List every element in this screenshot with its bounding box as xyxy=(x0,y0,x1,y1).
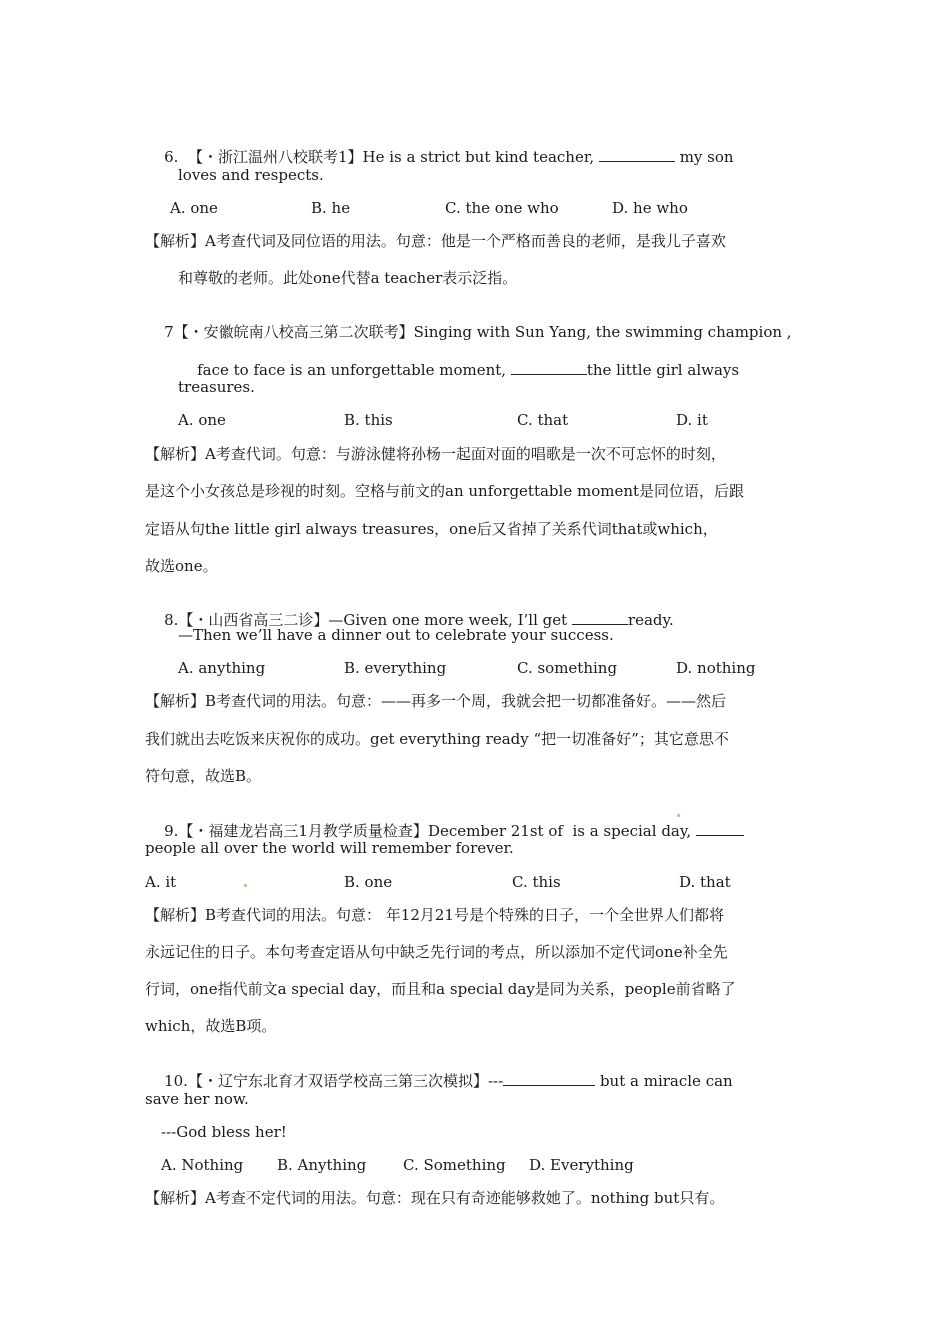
analysis-line: 是这个小女孩总是珍视的时刻。空格与前文的an unforgettable moment是同位语，后跟 xyxy=(145,482,745,500)
analysis-line: 符句意，故选B。 xyxy=(145,767,262,785)
analysis-line: which，故选B项。 xyxy=(145,1017,277,1035)
option-d: D. nothing xyxy=(676,659,756,677)
answer-blank xyxy=(599,147,675,162)
option-a: A. anything xyxy=(178,659,266,677)
question-source: 【・安徽皖南八校高三第二次联考】 xyxy=(173,323,414,341)
stray-mark xyxy=(244,884,247,887)
option-d: D. he who xyxy=(612,199,688,217)
question-7-stem-line2 xyxy=(178,340,739,400)
analysis-line: 【解析】B考查代词的用法。句意：——再多一个周，我就会把一切都准备好。——然后 xyxy=(145,692,727,710)
option-a: A. one xyxy=(178,411,226,429)
option-d: D. that xyxy=(679,873,731,891)
question-6-stem-line2: loves and respects. xyxy=(178,166,324,184)
analysis-line: 【解析】A考查代词及同位语的用法。句意：他是一个严格而善良的老师，是我儿子喜欢 xyxy=(145,232,726,250)
answer-blank xyxy=(503,1071,595,1086)
question-source: 【・浙江温州八校联考1】 xyxy=(187,148,363,166)
question-10-stem-line2: save her now. xyxy=(145,1090,249,1108)
question-9-stem-line2: people all over the world will remember forever. xyxy=(145,839,514,857)
analysis-line: 【解析】A考查不定代词的用法。句意：现在只有奇迹能够救她了。nothing but只有。 xyxy=(145,1189,725,1207)
answer-blank xyxy=(511,360,587,375)
option-c: C. the one who xyxy=(445,199,559,217)
option-c: C. that xyxy=(517,411,569,429)
option-c: C. Something xyxy=(403,1156,506,1174)
question-stem: ready. xyxy=(627,611,674,629)
analysis-line: 和尊敬的老师。此处one代替a teacher表示泛指。 xyxy=(178,269,518,287)
option-b: B. this xyxy=(344,411,393,429)
option-a: A. Nothing xyxy=(161,1156,244,1174)
option-a: A. one xyxy=(170,199,218,217)
option-c: C. something xyxy=(517,659,618,677)
question-8-stem-line2: —Then we’ll have a dinner out to celebrate your success. xyxy=(178,626,614,644)
question-number: 9. xyxy=(164,822,179,840)
answer-blank xyxy=(696,821,744,836)
question-source: 【・福建龙岩高三1月教学质量检查】 xyxy=(178,822,428,840)
question-number: 10. xyxy=(164,1072,188,1090)
question-stem: face to face is an unforgettable moment, xyxy=(197,361,507,379)
question-stem: but a miracle can xyxy=(599,1072,733,1090)
question-stem: --- xyxy=(487,1072,504,1090)
question-7-stem-line3: treasures. xyxy=(178,378,255,396)
question-stem: —Given one more week, I’ll get xyxy=(328,611,568,629)
option-b: B. he xyxy=(311,199,351,217)
analysis-line: 我们就出去吃饭来庆祝你的成功。get everything ready “把一切准备好”；其它意思不 xyxy=(145,730,729,748)
stray-mark xyxy=(677,814,680,817)
option-a: A. it xyxy=(145,873,177,891)
analysis-line: 永远记住的日子。本句考查定语从句中缺乏先行词的考点，所以添加不定代词one补全先 xyxy=(145,943,728,961)
question-source: 【・山西省高三二诊】 xyxy=(178,611,329,629)
question-stem: my son xyxy=(679,148,734,166)
option-d: D. it xyxy=(676,411,708,429)
analysis-line: 【解析】A考查代词。句意：与游泳健将孙杨一起面对面的唱歌是一次不可忘怀的时刻， xyxy=(145,445,726,463)
option-d: D. Everything xyxy=(529,1156,634,1174)
analysis-line: 定语从句the little girl always treasures，one后又省掉了关系代词that或which， xyxy=(145,520,718,538)
question-number: 8. xyxy=(164,611,179,629)
option-c: C. this xyxy=(512,873,561,891)
question-number: 7 xyxy=(164,323,174,341)
question-source: 【・辽宁东北育才双语学校高三第三次模拟】 xyxy=(187,1072,488,1090)
option-b: B. everything xyxy=(344,659,447,677)
option-b: B. one xyxy=(344,873,393,891)
question-number: 6. xyxy=(164,148,179,166)
option-b: B. Anything xyxy=(277,1156,367,1174)
analysis-line: 行词，one指代前文a special day，而且和a special day是同为关系，people前省略了 xyxy=(145,980,736,998)
question-stem: Singing with Sun Yang, the swimming champion , xyxy=(413,323,792,341)
analysis-line: 故选one。 xyxy=(145,557,218,575)
question-stem: the little girl always xyxy=(586,361,740,379)
analysis-line: 【解析】B考查代词的用法。句意： 年12月21号是个特殊的日子，一个全世界人们都将 xyxy=(145,906,724,924)
question-stem: He is a strict but kind teacher, xyxy=(362,148,595,166)
answer-blank xyxy=(572,610,628,625)
question-10-stem-line3: ---God bless her! xyxy=(161,1123,287,1141)
question-stem: December 21st of is a special day, xyxy=(427,822,692,840)
